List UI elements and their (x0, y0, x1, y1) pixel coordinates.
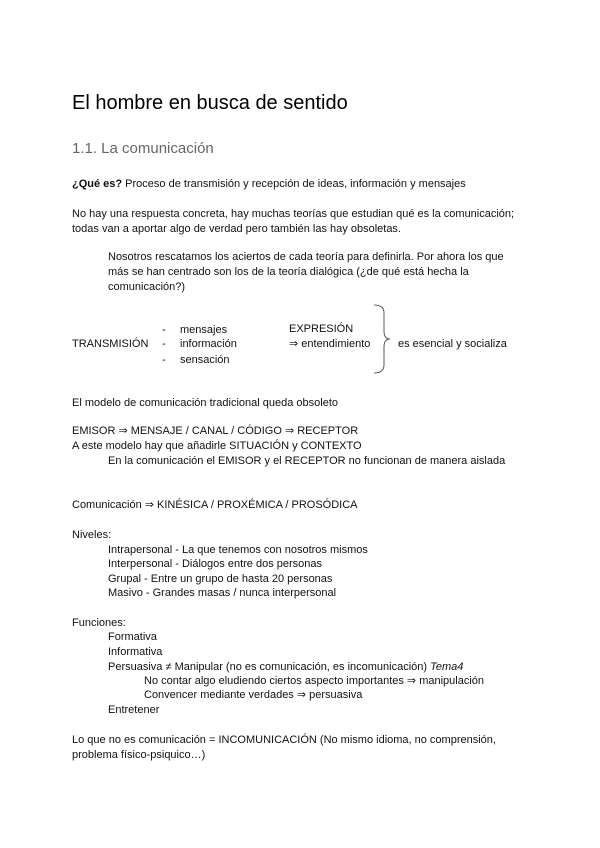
que-es-paragraph (72, 177, 466, 192)
list-item: Entretener (108, 704, 160, 716)
section-heading: 1.1. La comunicación (72, 140, 214, 157)
paragraph-line: comunicación?) (108, 281, 186, 293)
diagram-dash: - (162, 354, 166, 366)
list-item: Grupal - Entre un grupo de hasta 20 personas (108, 573, 333, 585)
que-es-text: Proceso de transmisión y recepción de ideas, información y mensajes (122, 178, 466, 190)
funciones-label: Funciones: (72, 617, 126, 629)
persuasiva-text: Persuasiva ≠ Manipular (no es comunicación, es incomunicación) (108, 661, 431, 673)
paragraph-line: problema físico-psiquico…) (72, 749, 206, 761)
sub-list-item: No contar algo eludiendo ciertos aspecto importantes ⇒ manipulación (144, 675, 485, 687)
paragraph-line: Lo que no es comunicación = INCOMUNICACIÓN (No mismo idioma, no comprensión, (72, 734, 496, 746)
niveles-label: Niveles: (72, 529, 112, 541)
emisor-line: EMISOR ⇒ MENSAJE / CANAL / CÓDIGO ⇒ RECEPTOR (72, 425, 359, 437)
comunicacion-line: Comunicación ⇒ KINÉSICA / PROXÉMICA / PROSÓDICA (72, 499, 358, 511)
paragraph-line: más se han centrado son los de la teoría dialógica (¿de qué está hecha la (108, 266, 469, 278)
list-item: Masivo - Grandes masas / nunca interpersonal (108, 587, 337, 599)
diagram-item: información (180, 338, 237, 350)
anadir-line: A este modelo hay que añadirle SITUACIÓN y CONTEXTO (72, 440, 362, 452)
diagram-entendimiento: ⇒ entendimiento (289, 338, 371, 350)
page-title: El hombre en busca de sentido (72, 92, 348, 114)
curly-brace-icon (372, 303, 394, 375)
diagram-conclusion: es esencial y socializa (398, 338, 507, 350)
list-item: Informativa (108, 646, 163, 658)
paragraph-line: No hay una respuesta concreta, hay muchas teorías que estudian qué es la comunicación; (72, 208, 515, 220)
list-item: Interpersonal - Diálogos entre dos personas (108, 558, 323, 570)
diagram-dash: - (162, 338, 166, 350)
paragraph-line: Nosotros rescatamos los aciertos de cada teoría para definirla. Por ahora los que (108, 251, 504, 263)
list-item-persuasiva (108, 660, 463, 675)
diagram-item: sensación (180, 354, 230, 366)
diagram-dash: - (162, 324, 166, 336)
diagram-transmision: TRANSMISIÓN (72, 338, 149, 350)
paragraph-line: todas van a aportar algo de verdad pero también las hay obsoletas. (72, 223, 401, 235)
aislada-line: En la comunicación el EMISOR y el RECEPTOR no funcionan de manera aislada (108, 455, 506, 467)
sub-list-item: Convencer mediante verdades ⇒ persuasiva (144, 689, 363, 701)
paragraph-line: El modelo de comunicación tradicional queda obsoleto (72, 397, 339, 409)
diagram-item: mensajes (180, 324, 228, 336)
list-item: Intrapersonal - La que tenemos con nosotros mismos (108, 544, 368, 556)
diagram-expresion: EXPRESIÓN (289, 323, 354, 335)
que-es-label: ¿Qué es? (72, 178, 123, 190)
list-item: Formativa (108, 631, 157, 643)
tema-reference: Tema4 (430, 661, 464, 673)
